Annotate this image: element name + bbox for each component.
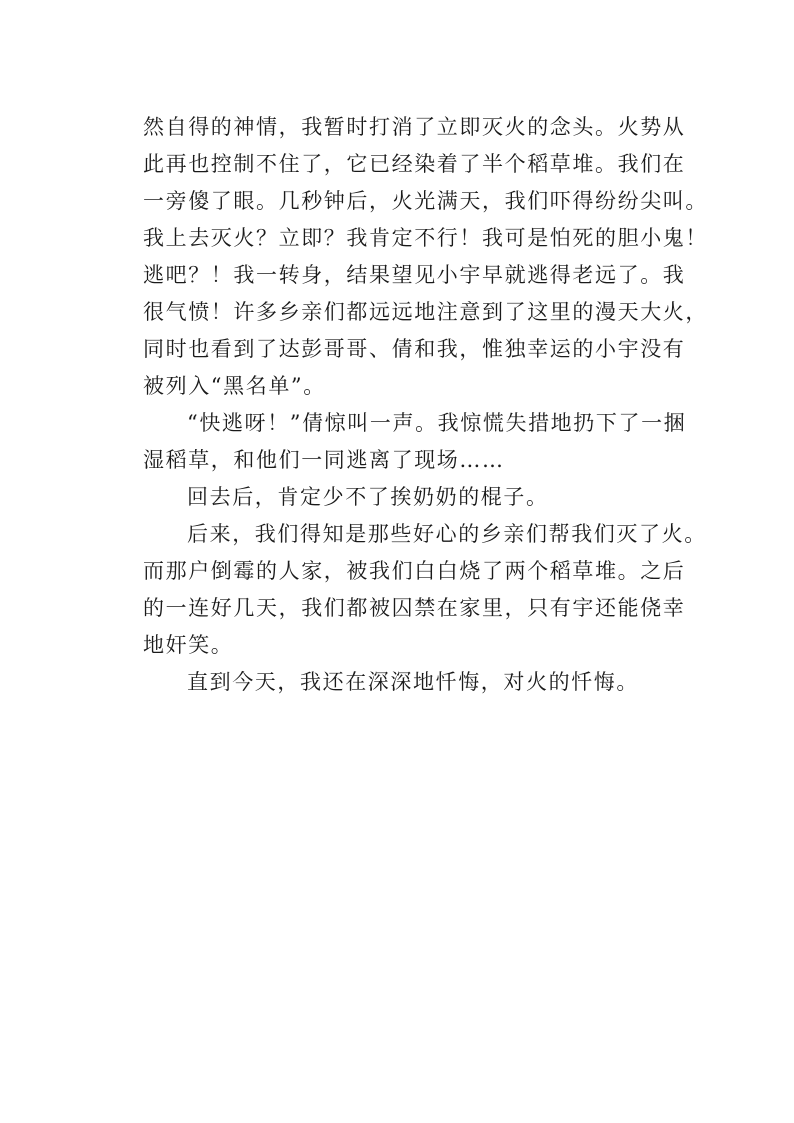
text-line: “快逃呀！”倩惊叫一声。我惊慌失措地扔下了一捆	[187, 411, 687, 435]
text-line: 而那户倒霉的人家，被我们白白烧了两个稻草堆。之后	[143, 559, 686, 583]
text-line: 我上去灭火？立即？我肯定不行！我可是怕死的胆小鬼！	[143, 226, 708, 250]
text-line: 同时也看到了达彭哥哥、倩和我，惟独幸运的小宇没有	[143, 337, 686, 361]
paragraph-5	[143, 664, 673, 701]
text-line: 直到今天，我还在深深地忏悔，对火的忏悔。	[187, 670, 639, 694]
essay-text	[143, 109, 708, 701]
paragraph-4	[143, 516, 707, 664]
text-line: 的一连好几天，我们都被囚禁在家里，只有宇还能侥幸	[143, 596, 686, 620]
text-line: 很气愤！许多乡亲们都远远地注意到了这里的漫天大火，	[143, 300, 708, 324]
text-line: 然自得的神情，我暂时打消了立即灭火的念头。火势从	[143, 115, 686, 139]
paragraph-3	[143, 479, 673, 516]
text-line: 被列入“黑名单”。	[143, 374, 326, 398]
text-line: 回去后，肯定少不了挨奶奶的棍子。	[187, 485, 549, 509]
text-line: 逃吧？！我一转身，结果望见小宇早就逃得老远了。我	[143, 263, 686, 287]
paragraph-2	[143, 405, 687, 479]
text-line: 后来，我们得知是那些好心的乡亲们帮我们灭了火。	[187, 522, 707, 546]
text-line: 地奸笑。	[143, 633, 234, 657]
text-line: 此再也控制不住了，它已经染着了半个稻草堆。我们在	[143, 152, 686, 176]
text-line: 一旁傻了眼。几秒钟后，火光满天，我们吓得纷纷尖叫。	[143, 189, 708, 213]
paragraph-1	[143, 109, 708, 405]
text-line: 湿稻草，和他们一同逃离了现场……	[143, 448, 505, 472]
